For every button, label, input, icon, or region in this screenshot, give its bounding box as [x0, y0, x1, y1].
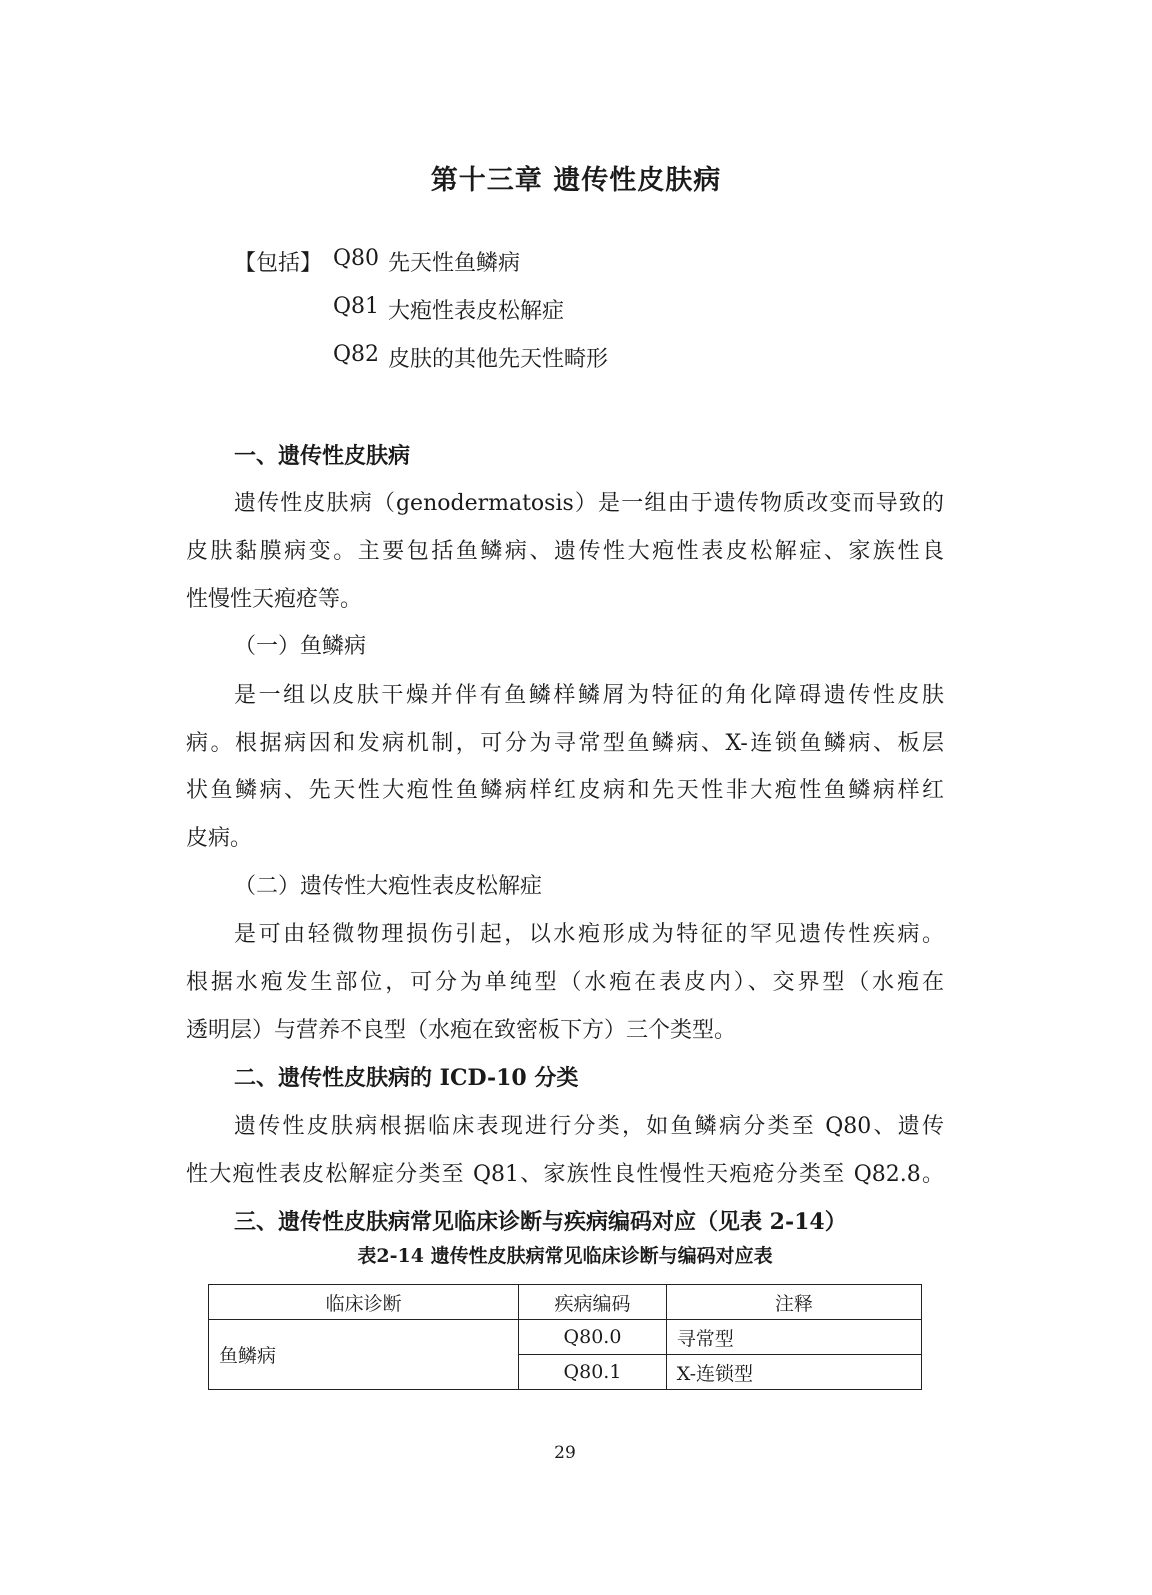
table-header-cell: 疾病编码	[519, 1285, 666, 1320]
table-header-cell: 临床诊断	[209, 1285, 519, 1320]
table-code-cell: Q80.0	[519, 1320, 666, 1355]
section1-heading: 一、遗传性皮肤病	[234, 443, 411, 469]
includes-name-q80: 先天性鱼鳞病	[388, 251, 521, 276]
includes-label: 【包括】	[234, 251, 323, 276]
table-code-cell: Q80.1	[519, 1355, 666, 1390]
section2-heading: 二、遗传性皮肤病的 ICD-10 分类	[234, 1065, 579, 1091]
chapter-title: 第十三章 遗传性皮肤病	[430, 165, 722, 196]
subsection2-heading: （二）遗传性大疱性表皮松解症	[234, 874, 543, 899]
table-note-cell: X-连锁型	[666, 1355, 921, 1390]
subsection1-heading: （一）鱼鳞病	[234, 634, 367, 659]
subsection2-para-line: 根据水疱发生部位，可分为单纯型（水疱在表皮内）、交界型（水疱在	[186, 970, 944, 995]
table-diagnosis-cell: 鱼鳞病	[209, 1320, 519, 1390]
section2-para-line: 遗传性皮肤病根据临床表现进行分类，如鱼鳞病分类至 Q80、遗传	[234, 1114, 944, 1139]
subsection2-para-line: 是可由轻微物理损伤引起，以水疱形成为特征的罕见遗传性疾病。	[234, 922, 944, 947]
includes-code-q80: Q80	[333, 246, 380, 271]
table-caption: 表2-14 遗传性皮肤病常见临床诊断与编码对应表	[357, 1245, 773, 1267]
section3-heading: 三、遗传性皮肤病常见临床诊断与疾病编码对应（见表 2-14）	[234, 1209, 847, 1235]
includes-name-q82: 皮肤的其他先天性畸形	[388, 347, 609, 372]
subsection1-para-line: 皮病。	[186, 826, 253, 851]
table-header-cell: 注释	[666, 1285, 921, 1320]
table-note-cell: 寻常型	[666, 1320, 921, 1355]
section1-para1-line: 性慢性天疱疮等。	[186, 587, 363, 612]
section2-para-line: 性大疱性表皮松解症分类至 Q81、家族性良性慢性天疱疮分类至 Q82.8。	[186, 1162, 944, 1187]
includes-name-q81: 大疱性表皮松解症	[388, 299, 565, 324]
diagnosis-code-table	[208, 1284, 922, 1390]
includes-code-q81: Q81	[333, 294, 380, 319]
page-number: 29	[554, 1443, 576, 1463]
subsection1-para-line: 是一组以皮肤干燥并伴有鱼鳞样鳞屑为特征的角化障碍遗传性皮肤	[234, 683, 944, 708]
subsection1-para-line: 病。根据病因和发病机制，可分为寻常型鱼鳞病、X-连锁鱼鳞病、板层	[186, 731, 944, 756]
includes-code-q82: Q82	[333, 342, 380, 367]
table-header-row	[209, 1285, 922, 1320]
table-row	[209, 1320, 922, 1355]
subsection1-para-line: 状鱼鳞病、先天性大疱性鱼鳞病样红皮病和先天性非大疱性鱼鳞病样红	[186, 778, 944, 803]
section1-para1-line: 皮肤黏膜病变。主要包括鱼鳞病、遗传性大疱性表皮松解症、家族性良	[186, 539, 944, 564]
section1-para1-line: 遗传性皮肤病（genodermatosis）是一组由于遗传物质改变而导致的	[234, 491, 944, 516]
subsection2-para-line: 透明层）与营养不良型（水疱在致密板下方）三个类型。	[186, 1018, 737, 1043]
